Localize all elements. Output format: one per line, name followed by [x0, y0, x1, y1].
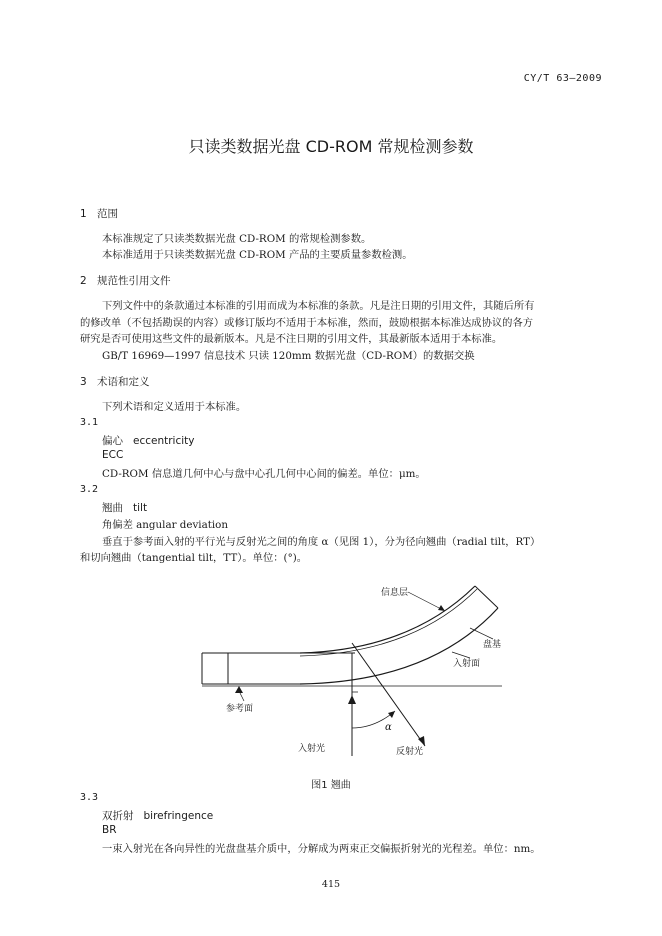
- term-definition: 一束入射光在各向异性的光盘盘基介质中，分解成为两束正交偏振折射光的光程差。单位：nm。: [102, 843, 541, 855]
- section-number: 1: [80, 208, 87, 220]
- term-definition-line: 垂直于参考面入射的平行光与反射光之间的角度 α（见图 1），分为径向翘曲（radial tilt，RT）: [102, 536, 541, 548]
- term-heading: [102, 500, 147, 515]
- page-title: 只读类数据光盘 CD-ROM 常规检测参数: [188, 137, 474, 156]
- section-number: 3: [80, 376, 87, 388]
- term-chinese: 偏心: [102, 435, 123, 447]
- label-substrate: 盘基: [483, 640, 502, 650]
- section-1-paragraph: 本标准规定了只读类数据光盘 CD-ROM 的常规检测参数。: [102, 233, 372, 245]
- term-heading: [102, 433, 195, 448]
- label-angle: α: [385, 722, 392, 733]
- term-chinese: 双折射: [102, 810, 134, 822]
- section-2-heading: [80, 273, 171, 288]
- reference-marker-icon: [235, 686, 243, 693]
- term-definition-line: 和切向翘曲（tangential tilt，TT）。单位：(°)。: [80, 552, 308, 564]
- entry-surface-leader: [452, 652, 470, 658]
- normative-reference: GB/T 16969—1997 信息技术 只读 120mm 数据光盘（CD-ROM）的数据交换: [102, 350, 475, 362]
- term-english: eccentricity: [133, 435, 195, 447]
- section-2-paragraph-line: 研究是否可使用这些文件的最新版本。凡是不注日期的引用文件，其最新版本适用于本标准。: [80, 333, 503, 345]
- section-title: 规范性引用文件: [97, 275, 171, 287]
- label-info-layer: 信息层: [381, 588, 409, 598]
- incident-arrow-icon: [348, 695, 356, 704]
- right-angle-mark: [352, 686, 358, 692]
- section-3-heading: [80, 374, 150, 389]
- term-english: tilt: [133, 502, 148, 514]
- disc-right-edge: [475, 586, 498, 608]
- label-reflected-light: 反射光: [396, 747, 424, 757]
- standard-code: CY/T 63—2009: [523, 73, 602, 84]
- term-definition: CD-ROM 信息道几何中心与盘中心孔几何中心间的偏差。单位：μm。: [102, 468, 426, 480]
- term-heading: [102, 808, 213, 823]
- term-abbreviation: ECC: [102, 449, 124, 461]
- section-1-heading: [80, 206, 118, 221]
- section-2-paragraph-line: 的修改单（不包括勘误的内容）或修订版均不适用于本标准，然而，鼓励根据本标准达成协议的各方: [80, 317, 534, 329]
- label-incident-light: 入射光: [298, 744, 326, 754]
- reference-leader: [240, 693, 244, 701]
- section-title: 范围: [97, 208, 118, 220]
- substrate-curve: [300, 608, 498, 684]
- term-english: birefringence: [143, 810, 214, 822]
- label-reference-plane: 参考面: [226, 704, 254, 714]
- term-chinese: 翘曲: [102, 502, 123, 514]
- term-number: 3.3: [80, 792, 99, 803]
- section-title: 术语和定义: [97, 376, 150, 388]
- label-entry-surface: 入射面: [453, 659, 481, 669]
- term-number: 3.1: [80, 417, 99, 428]
- substrate-leader: [470, 628, 493, 639]
- section-3-intro: 下列术语和定义适用于本标准。: [102, 401, 247, 413]
- section-2-paragraph-line: 下列文件中的条款通过本标准的引用而成为本标准的条款。凡是注日期的引用文件，其随后所有: [102, 300, 535, 312]
- page-number: 415: [321, 879, 341, 890]
- term-abbreviation: BR: [102, 824, 117, 836]
- term-number: 3.2: [80, 484, 99, 495]
- angle-arrow-icon: [388, 711, 395, 718]
- section-number: 2: [80, 275, 87, 287]
- figure-caption: 图1 翘曲: [311, 780, 351, 791]
- term-synonym: 角偏差 angular deviation: [102, 519, 228, 531]
- tilt-diagram: [180, 578, 530, 768]
- section-1-paragraph: 本标准适用于只读类数据光盘 CD-ROM 产品的主要质量参数检测。: [102, 249, 413, 261]
